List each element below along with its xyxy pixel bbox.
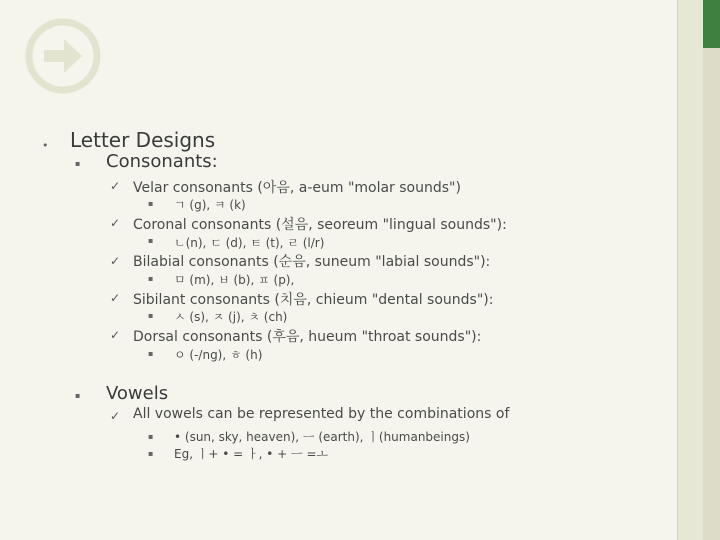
check-icon: ✓ — [110, 409, 121, 423]
bullet: ▪ — [75, 159, 81, 168]
check-icon: ✓ — [110, 254, 121, 268]
consonant-group-label: Bilabial consonants (순음, suneum "labial sounds"): — [133, 254, 491, 270]
accent-block — [703, 0, 720, 48]
vowels-heading: Vowels — [106, 383, 169, 404]
bullet: ▪ — [148, 236, 154, 245]
vowels-statement: All vowels can be represented by the combinations of — [133, 406, 510, 422]
consonants-heading: Consonants: — [106, 151, 218, 172]
consonant-group-label: Coronal consonants (설음, seoreum "lingual sounds"): — [133, 217, 507, 233]
bullet: ▪ — [148, 311, 154, 320]
consonant-group-letters: ㅇ (-/ng), ㅎ (h) — [174, 348, 263, 362]
consonant-group-label: Dorsal consonants (후음, hueum "throat sounds"): — [133, 329, 482, 345]
sidebar-decoration — [677, 0, 704, 540]
sidebar-decoration-dark — [703, 0, 720, 540]
vowel-item: • (sun, sky, heaven), ㅡ (earth), ㅣ(humanbeings) — [174, 430, 470, 444]
bullet: ▪ — [148, 274, 154, 283]
consonant-group-letters: ㄱ (g), ㅋ (k) — [174, 198, 246, 212]
consonant-group-letters: ㅁ (m), ㅂ (b), ㅍ (p), — [174, 273, 295, 287]
bullet: ▪ — [75, 391, 81, 400]
consonant-group-label: Sibilant consonants (치음, chieum "dental sounds"): — [133, 292, 494, 308]
bullet: ▪ — [148, 199, 154, 208]
consonant-group-label: Velar consonants (아음, a-eum "molar sounds") — [133, 180, 461, 196]
slide-title: Letter Designs — [70, 128, 216, 152]
check-icon: ✓ — [110, 216, 121, 230]
check-icon: ✓ — [110, 291, 121, 305]
consonant-group-letters: ㅅ (s), ㅈ (j), ㅊ (ch) — [174, 310, 288, 324]
bullet: ▪ — [148, 432, 154, 441]
vowel-item: Eg, ㅣ+ • = ㅏ, • + ㅡ =ㅗ — [174, 447, 329, 461]
check-icon: ✓ — [110, 179, 121, 193]
bullet: ▪ — [148, 449, 154, 458]
consonant-group-letters: ㄴ(n), ㄷ (d), ㅌ (t), ㄹ (l/r) — [174, 236, 325, 250]
check-icon: ✓ — [110, 328, 121, 342]
bullet: ▪ — [148, 349, 154, 358]
bullet: • — [42, 139, 49, 152]
